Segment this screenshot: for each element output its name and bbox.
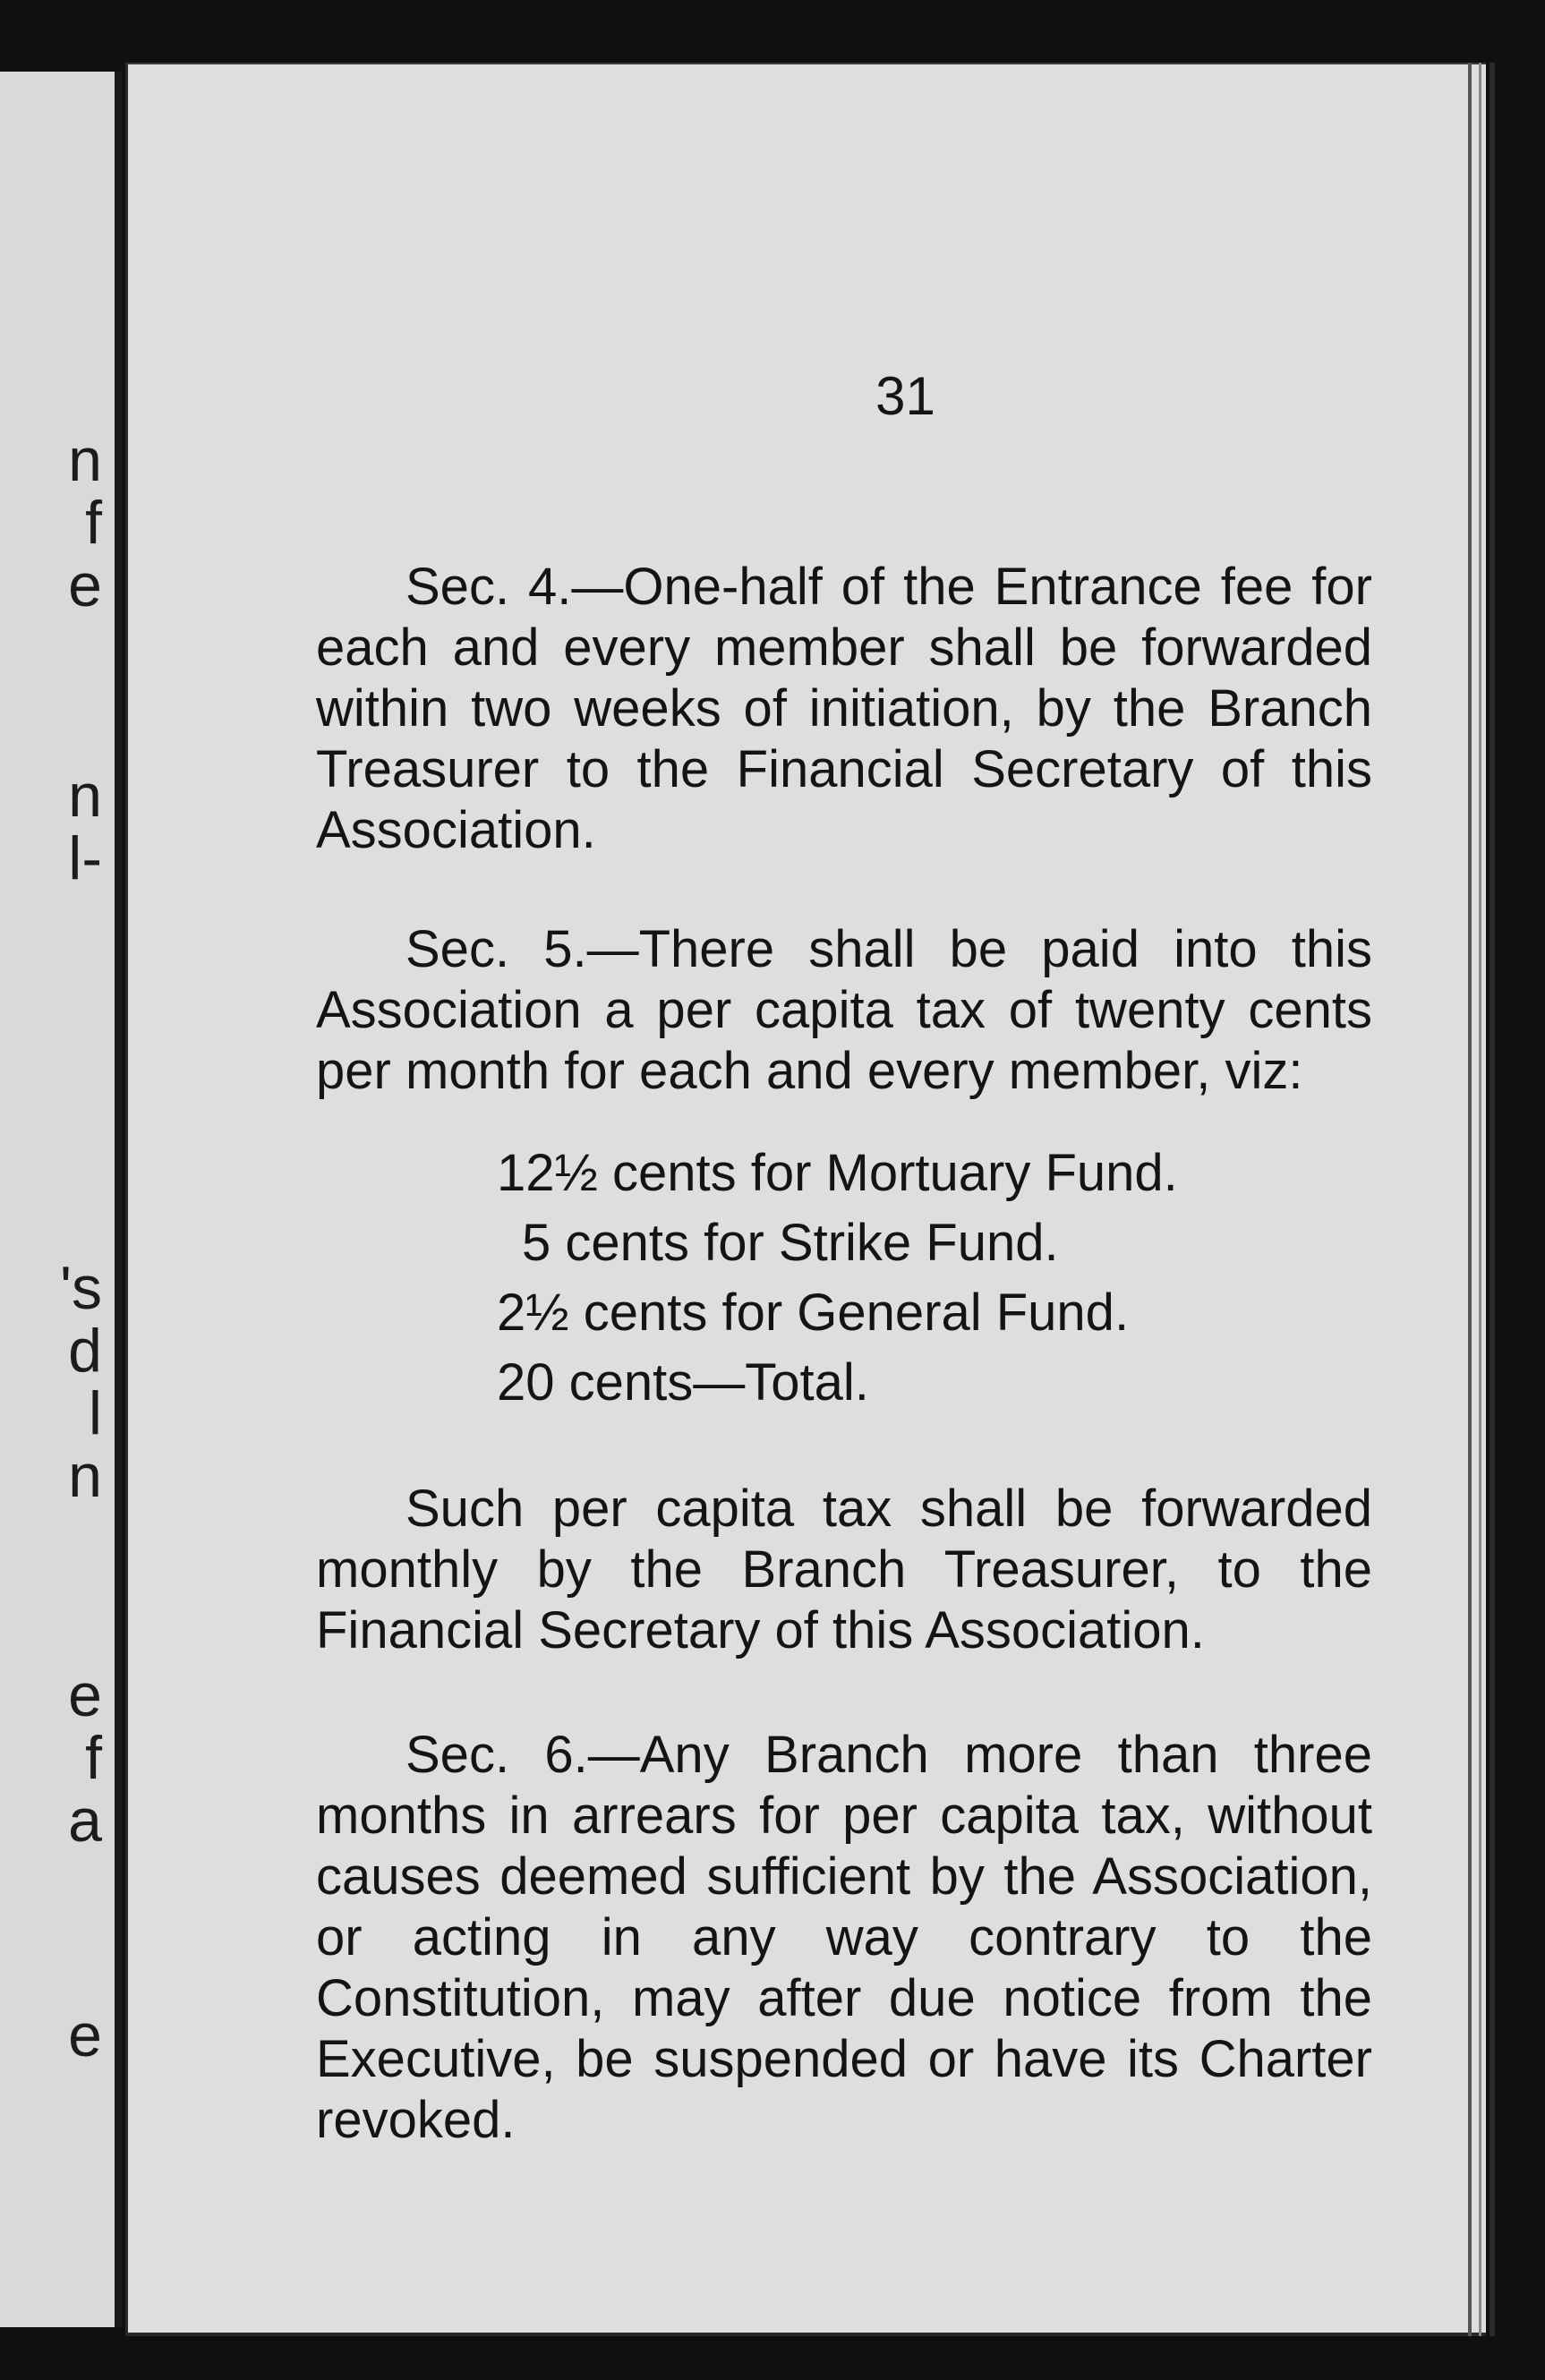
facing-page-fragment: d — [68, 1317, 102, 1385]
facing-page-fragment: e — [68, 551, 102, 619]
section-4 — [316, 557, 1372, 861]
facing-page-fragment: e — [68, 1661, 102, 1729]
facing-page-fragment: n — [68, 1442, 102, 1510]
section-5-continuation — [316, 1479, 1372, 1661]
tax-line-general: 2½ cents for General Fund. — [497, 1284, 1130, 1342]
facing-page-edge — [0, 72, 122, 2327]
facing-page-fragment: e — [68, 2001, 102, 2069]
facing-page-fragment: l- — [68, 824, 102, 892]
book-page — [125, 63, 1486, 2336]
facing-page-fragment: l — [88, 1379, 102, 1447]
tax-breakdown-list — [497, 1139, 1302, 1418]
page-edge-line — [1490, 63, 1495, 2336]
facing-page-fragment: 's — [60, 1254, 102, 1322]
tax-line-strike: 5 cents for Strike Fund. — [522, 1214, 1059, 1272]
tax-line-total: 20 cents—Total. — [497, 1353, 869, 1412]
section-6 — [316, 1725, 1372, 2151]
facing-page-fragment: n — [68, 762, 102, 830]
section-5 — [316, 919, 1372, 1102]
section-5-continuation-text: Such per capita tax shall be forwarded monthly by the Branch Treasurer, to the Financial Secretary of this Association. — [316, 1480, 1372, 1659]
facing-page-fragment: a — [68, 1787, 102, 1855]
facing-page-fragment: f — [85, 1724, 102, 1792]
tax-line-mortuary: 12½ cents for Mortuary Fund. — [497, 1144, 1178, 1202]
section-4-text: Sec. 4.—One-half of the Entrance fee for each and every member shall be forwarded within two weeks of initiation, by the Branch Treasurer to the Financial Secretary of this Association. — [316, 558, 1372, 859]
page-edge-line — [1468, 63, 1472, 2336]
facing-page-fragment: n — [68, 426, 102, 494]
section-6-text: Sec. 6.—Any Branch more than three months in arrears for per capita tax, without causes deemed sufficient by the Association, or acting in any way contrary to the Constitution, may after due notice from the Executive, be suspended or have its Charter revoked. — [316, 1726, 1372, 2149]
section-5-text: Sec. 5.—There shall be paid into this Association a per capita tax of twenty cents per month for each and every member, viz: — [316, 920, 1372, 1100]
facing-page-fragment: f — [85, 489, 102, 557]
page-edge-line — [1479, 63, 1481, 2336]
page-number: 31 — [875, 366, 935, 426]
